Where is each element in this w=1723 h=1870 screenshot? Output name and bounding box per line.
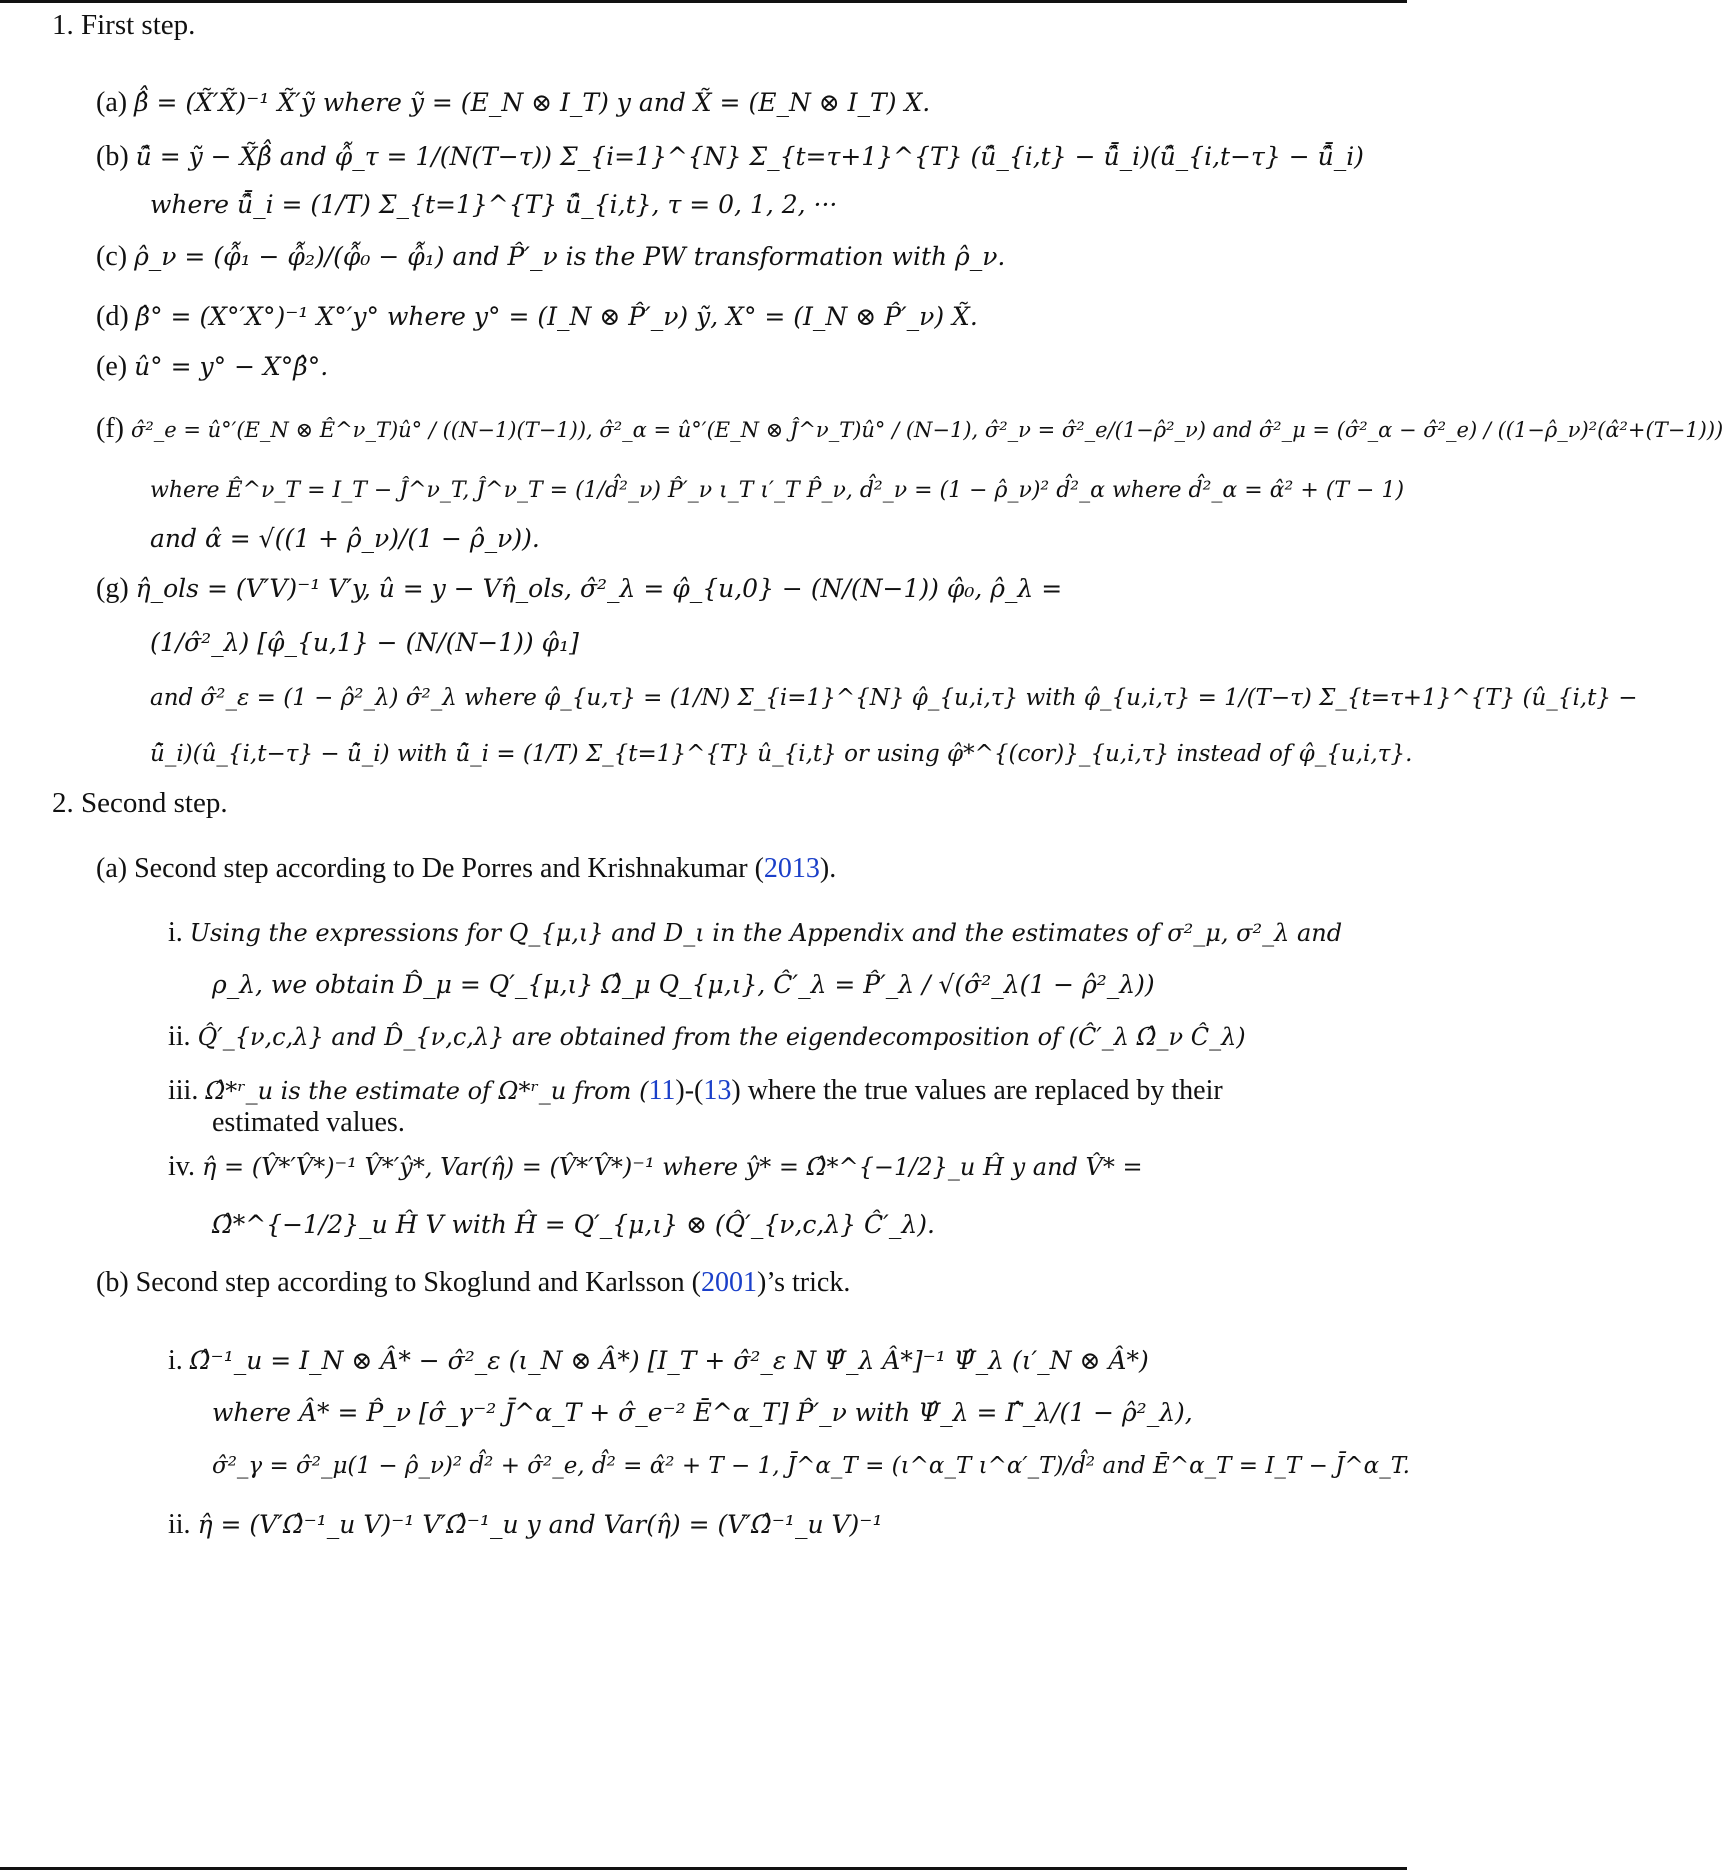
second-step-a-text-end: ). — [819, 853, 837, 884]
second-a-item-iv-cont — [212, 1208, 935, 1242]
formula-eta-hat-gls: η̂ = (V′Ω̂⁻¹_u V)⁻¹ V′Ω̂⁻¹_u y and Var(η̂) = (V′Ω̂⁻¹_u V)⁻¹ — [197, 1510, 883, 1539]
item-label: ii. — [168, 1509, 191, 1540]
item-label: (c) — [96, 241, 128, 272]
text-eigendecomposition: Q̂′_{ν,c,λ} and D̂_{ν,c,λ} are obtained from the eigendecomposition of (Ĉ′_λ Ω̂_ν Ĉ_λ) — [197, 1023, 1246, 1051]
formula-sigma-epsilon: and σ̂²_ε = (1 − ρ̂²_λ) σ̂²_λ where φ̂_{u,τ} = (1/N) Σ_{i=1}^{N} φ̂_{u,i,τ} with φ̂_{u,i,τ} = 1/(T−τ) Σ_{t=τ+1}^{T} (û_{i,t} − — [150, 685, 1638, 711]
first-step-b-cont — [150, 188, 837, 222]
second-a-item-iii-cont — [212, 1106, 405, 1140]
item-label: (d) — [96, 301, 129, 332]
item-label: (b) — [96, 1267, 129, 1298]
second-a-item-i — [168, 916, 1342, 950]
formula-phi-correction: û̄_i)(û_{i,t−τ} − û̄_i) with û̄_i = (1/T) Σ_{t=1}^{T} û_{i,t} or using φ̂*^{(cor)}_{u,i,τ} instead of φ̂_{u,i,τ}. — [150, 741, 1413, 767]
item-label: (g) — [96, 573, 129, 604]
first-step-g-line3 — [150, 680, 1638, 715]
formula-u-circ: û° = y° − X°β̂°. — [134, 352, 329, 381]
first-step-g-line2 — [150, 626, 579, 660]
formula-gls-beta: β̂̂ = (X̃′X̃)⁻¹ X̃′ỹ where ỹ = (E_N ⊗ I_T) y and X̃ = (E_N ⊗ I_T) X. — [134, 88, 931, 117]
formula-transformation-defs: where Ê^ν_T = I_T − Ĵ^ν_T, Ĵ^ν_T = (1/d̂²_ν) P̂′_ν ι_T ι′_T P̂_ν, d̂²_ν = (1 − ρ̂_ν)² d̂²_α where d̂²_α = α̂² + (T − 1) — [150, 478, 1405, 503]
item-label: i. — [168, 1345, 183, 1376]
first-step-heading — [52, 8, 195, 42]
formula-variance-components: σ̂²_e = û°′(E_N ⊗ Ê^ν_T)û° / ((N−1)(T−1)), σ̂²_α = û°′(E_N ⊗ Ĵ^ν_T)û° / (N−1), σ̂²_ν = σ̂²_e/(1−ρ̂²_ν) and σ̂²_μ = (σ̂²_α − σ̂²_e) / ((1−ρ̂_ν)²(α̂²+(T−1))) — [130, 418, 1723, 442]
first-step-d — [96, 300, 978, 334]
formula-sigma-gamma: σ̂²_γ = σ̂²_μ(1 − ρ̂_ν)² d̂² + σ̂²_e, d̂² = α̂² + T − 1, J̄^α_T = (ι^α_T ι^α′_T)/d̂² and Ē^α_T = I_T − J̄^α_T. — [212, 1453, 1410, 1479]
first-step-e — [96, 350, 328, 384]
first-step-c — [96, 240, 1005, 274]
second-b-item-ii — [168, 1508, 883, 1542]
formula-h-hat: Ω̂*^{−1/2}_u Ĥ V with Ĥ = Q′_{μ,ι} ⊗ (Q̂′_{ν,c,λ} Ĉ′_λ). — [212, 1210, 935, 1239]
second-step-b — [96, 1266, 850, 1300]
formula-beta-circ: β̂° = (X°′X°)⁻¹ X°′y° where y° = (I_N ⊗ P̂′_ν) ỹ, X° = (I_N ⊗ P̂′_ν) X̃. — [135, 302, 978, 331]
formula-ols-estimates: η̂_ols = (V′V)⁻¹ V′y, û = y − Vη̂_ols, σ̂²_λ = φ̂_{u,0} − (N/(N−1)) φ̂₀, ρ̂_λ = — [135, 574, 1063, 603]
first-step-title: First step. — [81, 9, 196, 41]
first-step-number: 1. — [52, 9, 74, 41]
equation-link-11[interactable]: 11 — [648, 1075, 676, 1106]
item-label: (e) — [96, 351, 128, 382]
second-b-item-i — [168, 1344, 1149, 1378]
formula-rho-nu: ρ̂_ν = (φ̂̃₁ − φ̂̃₂)/(φ̂̃₀ − φ̂̃₁) and P̂′_ν is the PW transformation with ρ̂_ν. — [134, 242, 1006, 271]
item-label: (f) — [96, 413, 124, 444]
formula-mean-residual: where ũ̂̄_i = (1/T) Σ_{t=1}^{T} ũ̂_{i,t}, τ = 0, 1, 2, ··· — [150, 190, 838, 219]
citation-link-2001[interactable]: 2001 — [701, 1267, 758, 1298]
second-step-a — [96, 852, 836, 886]
first-step-f-cont1 — [150, 472, 1404, 508]
item-label: (b) — [96, 141, 129, 172]
first-step-a — [96, 86, 930, 120]
text-omega-estimate: Ω̂*ʳ_u is the estimate of Ω*ʳ_u from ( — [205, 1077, 649, 1105]
second-step-a-text: Second step according to De Porres and Krishnakumar ( — [134, 853, 764, 884]
formula-residual-autocov: ũ̂ = ỹ − X̃β̂̂ and φ̂̃_τ = 1/(N(T−τ)) Σ_{i=1}^{N} Σ_{t=τ+1}^{T} (ũ̂_{i,t} − ũ̂̄_i)(ũ̂_{i,t−τ} − ũ̂̄_i) — [135, 142, 1364, 171]
item-label: iv. — [168, 1151, 195, 1182]
text-true-values: ) where the true values are replaced by their — [731, 1075, 1223, 1106]
second-b-item-i-cont1 — [212, 1396, 1193, 1430]
item-label: (a) — [96, 853, 128, 884]
second-step-b-text: Second step according to Skoglund and Karlsson ( — [135, 1267, 702, 1298]
item-label: iii. — [168, 1075, 199, 1106]
text-range-sep: )-( — [675, 1075, 704, 1106]
second-a-item-i-cont — [212, 968, 1155, 1002]
citation-link-2013[interactable]: 2013 — [763, 853, 820, 884]
first-step-g — [96, 572, 1062, 606]
first-step-f — [96, 412, 1723, 447]
second-step-number: 2. — [52, 787, 74, 819]
second-a-item-iv — [168, 1150, 1143, 1184]
equation-link-13[interactable]: 13 — [703, 1075, 732, 1106]
text-appendix-expressions: Using the expressions for Q_{μ,ι} and D_ι in the Appendix and the estimates of σ²_μ, σ²_λ and — [189, 919, 1343, 947]
formula-alpha-hat: and α̂ = √((1 + ρ̂_ν)/(1 − ρ̂_ν)). — [150, 524, 540, 553]
formula-d-mu: ρ_λ, we obtain D̂_μ = Q′_{μ,ι} Ω̂_μ Q_{μ,ι}, Ĉ′_λ = P̂′_λ / √(σ̂²_λ(1 − ρ̂²_λ)) — [212, 970, 1155, 999]
second-step-heading — [52, 786, 228, 820]
item-label: (a) — [96, 87, 128, 118]
second-a-item-ii — [168, 1020, 1246, 1054]
first-step-b — [96, 140, 1364, 174]
formula-omega-inverse: Ω̂⁻¹_u = I_N ⊗ Â* − σ̂²_ε (ι_N ⊗ Â*) [I_T + σ̂²_ε N Ψ̂_λ Â*]⁻¹ Ψ̂_λ (ι′_N ⊗ Â*) — [189, 1346, 1149, 1375]
first-step-f-cont2 — [150, 522, 540, 556]
second-b-item-i-cont2 — [212, 1448, 1410, 1483]
first-step-g-line4 — [150, 736, 1412, 771]
text-estimated-values: estimated values. — [212, 1107, 405, 1138]
second-step-b-text-end: )’s trick. — [757, 1267, 851, 1298]
formula-eta-hat: η̂ = (V̂*′V̂*)⁻¹ V̂*′ŷ*, Var(η̂) = (V̂*′V̂*)⁻¹ where ŷ* = Ω̂*^{−1/2}_u Ĥ y and V̂* = — [201, 1153, 1143, 1181]
item-label: ii. — [168, 1021, 191, 1052]
item-label: i. — [168, 917, 183, 948]
formula-a-star: where Â* = P̂_ν [σ̂_γ⁻² J̄^α_T + σ̂_e⁻² Ē^α_T] P̂′_ν with Ψ̂_λ = Γ̂_λ/(1 − ρ̂²_λ), — [212, 1398, 1193, 1427]
formula-rho-lambda: (1/σ̂²_λ) [φ̂_{u,1} − (N/(N−1)) φ̂₁] — [150, 628, 579, 657]
second-a-item-iii — [168, 1074, 1223, 1108]
second-step-title: Second step. — [81, 787, 228, 819]
